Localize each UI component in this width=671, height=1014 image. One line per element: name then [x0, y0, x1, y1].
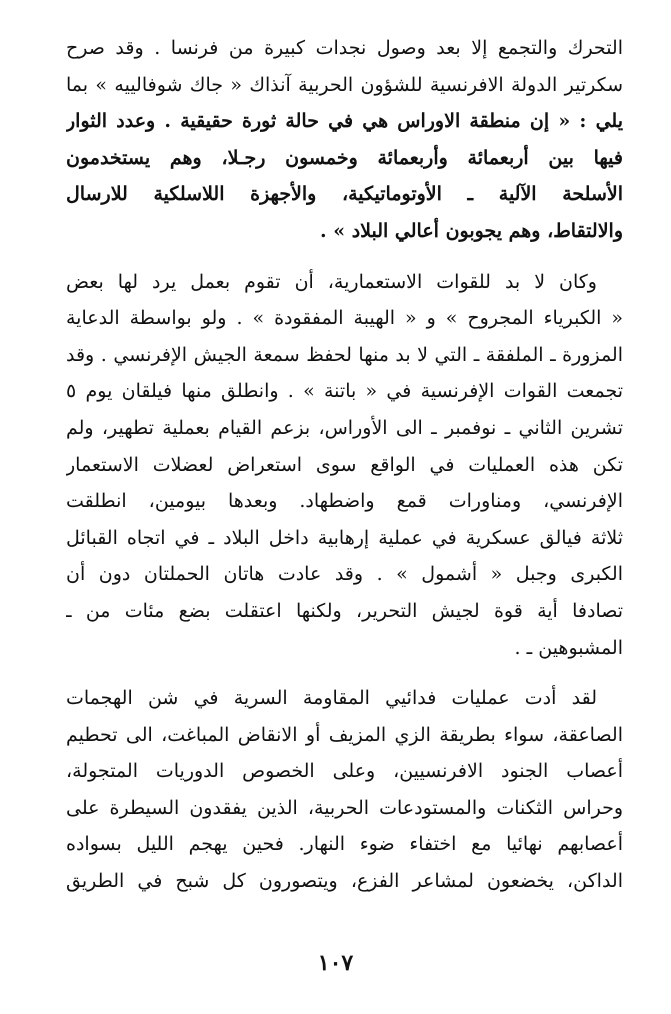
text-line: وكان لا بد للقوات الاستعمارية، أن تقوم بعمل يرد لها بعض: [66, 270, 597, 293]
text-line: الصاعقة، سواء بطريقة الزي المزيف أو الانقاض المباغت، الى تحطيم: [66, 723, 623, 746]
text-line: سكرتير الدولة الافرنسية للشؤون الحربية آنذاك « جاك شوفالييه » بما: [66, 73, 623, 96]
text-line: أعصاب الجنود الافرنسيين، وعلى الخصوص الدوريات المتجولة،: [66, 760, 623, 783]
text-line: يلي : « إن منطقة الاوراس هي في حالة ثورة حقيقية . وعدد الثوار: [66, 110, 623, 133]
text-line: الكبرى وجبل « أشمول » . وقد عادت هاتان الحملتان دون أن: [66, 563, 623, 586]
text-line: الإفرنسي، ومناورات قمع واضطهاد. وبعدها بيومين، انطلقت: [66, 490, 623, 513]
paragraph-spacer: [66, 250, 623, 264]
text-line: فيها بين أربعمائة وأربعمائة وخمسون رجـلا، وهم يستخدمون: [66, 146, 623, 169]
page-number: ١٠٧: [317, 950, 354, 976]
text-line: الداكن، يخضعون لمشاعر الفزع، ويتصورون كل شبح في الطريق: [66, 870, 623, 893]
text-line: المشبوهين ـ .: [514, 636, 623, 659]
text-line: تصادفا أية قوة لجيش التحرير، ولكنها اعتقلت بضع مئات من ـ: [66, 599, 623, 622]
text-line: التحرك والتجمع إلا بعد وصول نجدات كبيرة من فرنسا . وقد صرح: [66, 37, 623, 59]
text-line: والالتقاط، وهم يجوبون أعالي البلاد » .: [320, 219, 623, 242]
paragraph-1: [66, 30, 623, 250]
text-line: وحراس الثكنات والمستودعات الحربية، الذين يفقدون السيطرة على: [66, 796, 623, 819]
text-line: أعصابهم نهائيا مع اختفاء ضوء النهار. فحين يهجم الليل بسواده: [66, 833, 623, 856]
text-line: « الكبرياء المجروح » و « الهيبة المفقودة » . ولو بواسطة الدعاية: [66, 307, 623, 330]
text-line: تشرين الثاني ـ نوفمبر ـ الى الأوراس، بزعم القيام بعملية تطهير، ولم: [66, 416, 623, 439]
text-line: ثلاثة فيالق عسكرية في عملية إرهابية داخل البلاد ـ في اتجاه القبائل: [66, 526, 623, 549]
paragraph-spacer: [66, 666, 623, 680]
text-line: تكن هذه العمليات في الواقع سوى استعراض لعضلات الاستعمار: [66, 453, 623, 476]
page-body: [66, 30, 623, 900]
paragraph-2: [66, 264, 623, 667]
text-line: الأسلحة الآلية ـ الأوتوماتيكية، والأجهزة اللاسلكية للارسال: [66, 183, 623, 206]
text-line: المزورة ـ الملفقة ـ التي لا بد منها لحفظ سمعة الجيش الإفرنسي . وقد: [66, 343, 623, 366]
text-line: تجمعت القوات الإفرنسية في « باتنة » . وانطلق منها فيلقان يوم ٥: [66, 380, 623, 403]
paragraph-3: [66, 680, 623, 900]
text-line: لقد أدت عمليات فدائيي المقاومة السرية في شن الهجمات: [66, 687, 597, 710]
